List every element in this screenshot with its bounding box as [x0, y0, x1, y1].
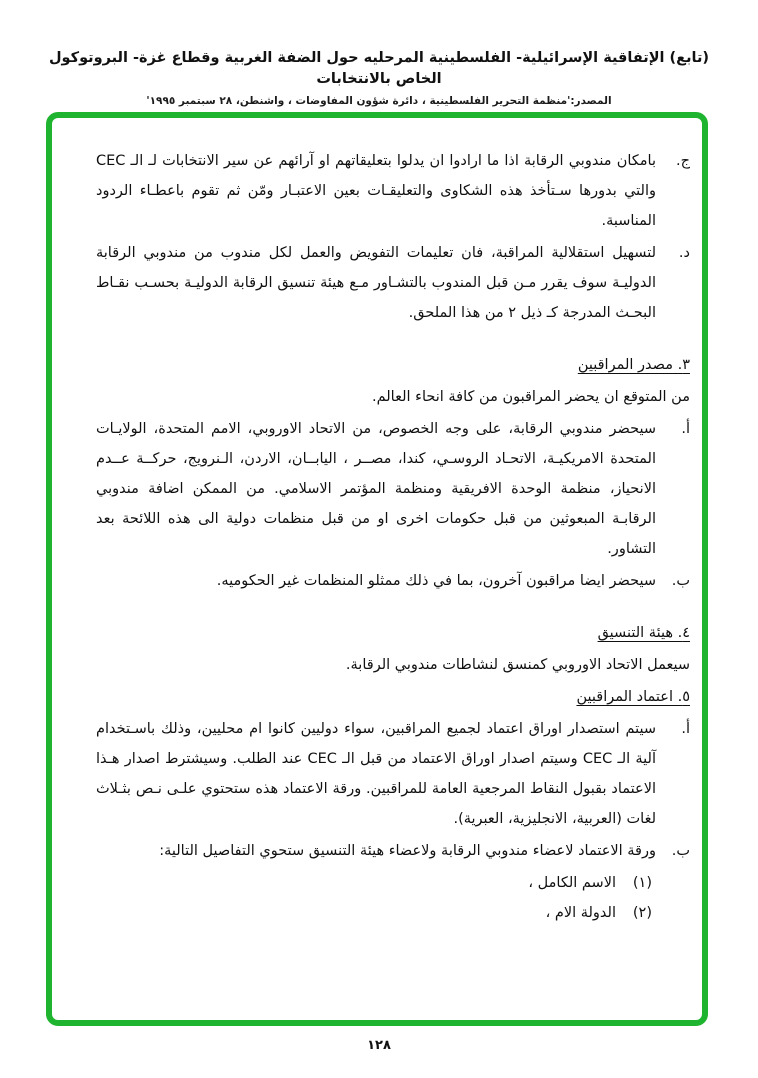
sub-list-item: [96, 868, 652, 898]
list-item-marker: (١): [632, 875, 652, 891]
list-item: [96, 238, 690, 328]
section-heading: ٤. هيئة التنسيق: [597, 625, 690, 641]
list-item-text: سيحضر مندوبي الرقابة، على وجه الخصوص، من الاتحاد الاوروبي، الامم المتحدة، الولايـات المتحدة الامريكيـة، الاتحـاد الروسـي، كندا، مصــر ، اليابــان، الاردن، الـنرويج، حركــة عــدم الانحياز، منظمة الوحدة الافريقية ومنظمة المؤتمر الاسلامي. من الممكن اضافة مندوبي الرقابـة المبعوثين من قبل حكومات اخرى او من قبل منظمات دولية الى هذه اللائحة بعد التشاور.: [96, 421, 656, 557]
list-item-marker: (٢): [632, 905, 652, 921]
paragraph: سيعمل الاتحاد الاوروبي كمنسق لنشاطات مندوبي الرقابة.: [345, 657, 690, 673]
green-border-frame: [46, 112, 708, 1026]
list-item: [96, 146, 690, 236]
paragraph: من المتوقع ان يحضر المراقبون من كافة انحاء العالم.: [371, 389, 690, 405]
sub-list-item: [96, 898, 652, 928]
list-item-marker: د.: [678, 245, 690, 261]
list-item-text: الاسم الكامل ،: [528, 875, 616, 891]
list-item-marker: أ.: [681, 421, 690, 437]
list-item-text: الدولة الام ،: [545, 905, 616, 921]
list-item: [96, 836, 690, 866]
list-item-text: ورقة الاعتماد لاعضاء مندوبي الرقابة ولاعضاء هيئة التنسيق ستحوي التفاصيل التالية:: [159, 843, 656, 859]
list-item: [96, 414, 690, 564]
list-item-marker: أ.: [681, 721, 690, 737]
list-item-marker: ج.: [676, 153, 690, 169]
section-heading: ٥. اعتماد المراقبين: [576, 689, 690, 705]
list-item-marker: ب.: [671, 843, 690, 859]
page-number: ١٢٨: [367, 1038, 391, 1053]
list-item-text: سيحضر ايضا مراقبون آخرون، بما في ذلك ممثلو المنظمات غير الحكوميه.: [216, 573, 656, 589]
list-item: [96, 566, 690, 596]
list-item: [96, 714, 690, 834]
document-title: (تابع) الإتفاقية الإسرائيلية- الفلسطينية المرحليه حول الضفة الغربية وقطاع غزة- البروتوكول الخاص بالانتخابات: [48, 50, 710, 87]
list-item-text: سيتم استصدار اوراق اعتماد لجميع المراقبين، سواء دوليين كانوا ام محليين، وذلك باسـتخدام آلية الـ CEC وسيتم اصدار اوراق الاعتماد من قبل الـ CEC عند الطلب. وسيشترط اصدار هـذا الاعتماد بقبول النقاط المرجعية العامة للمراقبين. ورقة الاعتماد هذه ستحتوي علـى نـص بثـلاث لغات (العربية، الانجليزية، العبرية).: [96, 721, 657, 827]
section-heading: ٣. مصدر المراقبين: [577, 357, 690, 373]
list-item-marker: ب.: [671, 573, 690, 589]
document-body: [96, 146, 690, 1010]
document-source-line: المصدر:'منظمة التحرير الفلسطينية ، دائرة شؤون المفاوضات ، واشنطن، ٢٨ سبتمبر ١٩٩٥': [146, 95, 612, 107]
list-item-text: بامكان مندوبي الرقابة اذا ما ارادوا ان يدلوا بتعليقاتهم او آرائهم عن سير الانتخابات لـ الـ CEC والتي بدورها سـتأخذ هذه الشكاوى والتعليقـات بعين الاعتبـار ومّن ثم تقوم باعطـاء الردود المناسبة.: [96, 153, 656, 229]
list-item-text: لتسهيل استقلالية المراقبة، فان تعليمات التفويض والعمل لكل مندوب من مندوبي الرقابة الدوليـة سوف يقرر مـن قبل المندوب بالتشـاور مـع هيئة تنسيق الرقابة الدوليـة بحسـب نقـاط البحـث المدرجة كـ ذيل ٢ من هذا الملحق.: [96, 245, 656, 321]
document-header: [36, 48, 722, 107]
